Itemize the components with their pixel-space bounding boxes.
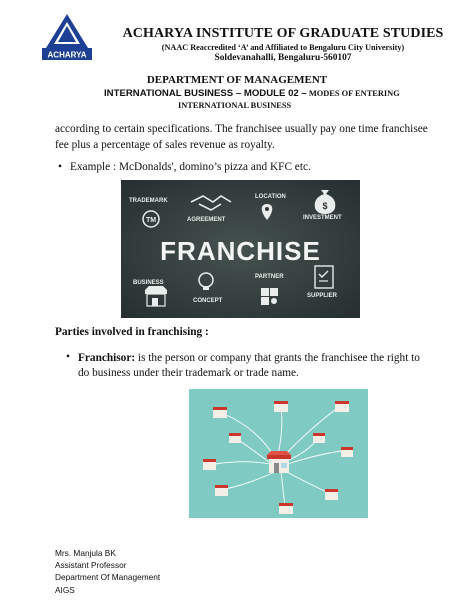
label-supplier: SUPPLIER (307, 293, 338, 299)
label-investment: INVESTMENT (303, 215, 342, 221)
bullet-icon: • (66, 351, 70, 363)
bullet-icon: • (58, 161, 62, 173)
logo-text: ACHARYA (47, 50, 87, 60)
institute-subtitle: (NAAC Reaccredited ‘A’ and Affiliated to Bengaluru City University) (161, 43, 405, 52)
tm-text: TM (145, 217, 157, 224)
label-business: BUSINESS (133, 280, 164, 286)
franchise-network-image (189, 389, 368, 518)
franchisor-term: Franchisor: (78, 352, 136, 364)
franchisor-line (78, 350, 428, 366)
franchisor-definition-line2: do business under their trademark or trade name. (78, 367, 299, 379)
label-location: LOCATION (255, 194, 286, 200)
franchisor-definition: is the person or company that grants the franchisee the right to (135, 352, 420, 364)
label-agreement: AGREEMENT (187, 217, 226, 223)
institute-logo (36, 12, 98, 62)
label-concept: CONCEPT (193, 298, 223, 304)
central-store-icon (267, 451, 291, 473)
paragraph-line: fee plus a percentage of sales revenue as royalty. (55, 138, 275, 151)
parties-heading: Parties involved in franchising : (55, 326, 209, 338)
module-topic-line2: INTERNATIONAL BUSINESS (178, 101, 292, 110)
institute-title: ACHARYA INSTITUTE OF GRADUATE STUDIES (122, 26, 444, 41)
franchise-word: FRANCHISE (160, 236, 321, 266)
department-heading: DEPARTMENT OF MANAGEMENT (146, 74, 328, 86)
author-department: Department Of Management (55, 572, 161, 583)
svg-text:$: $ (322, 201, 328, 211)
author-organization: AIGS (55, 584, 75, 595)
institute-address: Soldevanahalli, Bengaluru-560107 (214, 53, 352, 63)
author-role: Assistant Professor (55, 560, 127, 571)
author-name: Mrs. Manjula BK (55, 548, 116, 558)
paragraph-line: according to certain specifications. The franchisee usually pay one time franchisee (55, 123, 428, 135)
franchise-paragraph (55, 122, 435, 153)
module-topic: MODES OF ENTERING (306, 89, 400, 98)
label-trademark: TRADEMARK (129, 198, 168, 204)
example-text: Example : McDonalds', domino’s pizza and KFC etc. (70, 161, 311, 173)
module-heading (104, 88, 434, 112)
author-footer (55, 547, 160, 596)
franchise-image (121, 180, 360, 318)
label-partner: PARTNER (255, 274, 284, 280)
module-title: INTERNATIONAL BUSINESS – MODULE 02 – (104, 88, 307, 99)
